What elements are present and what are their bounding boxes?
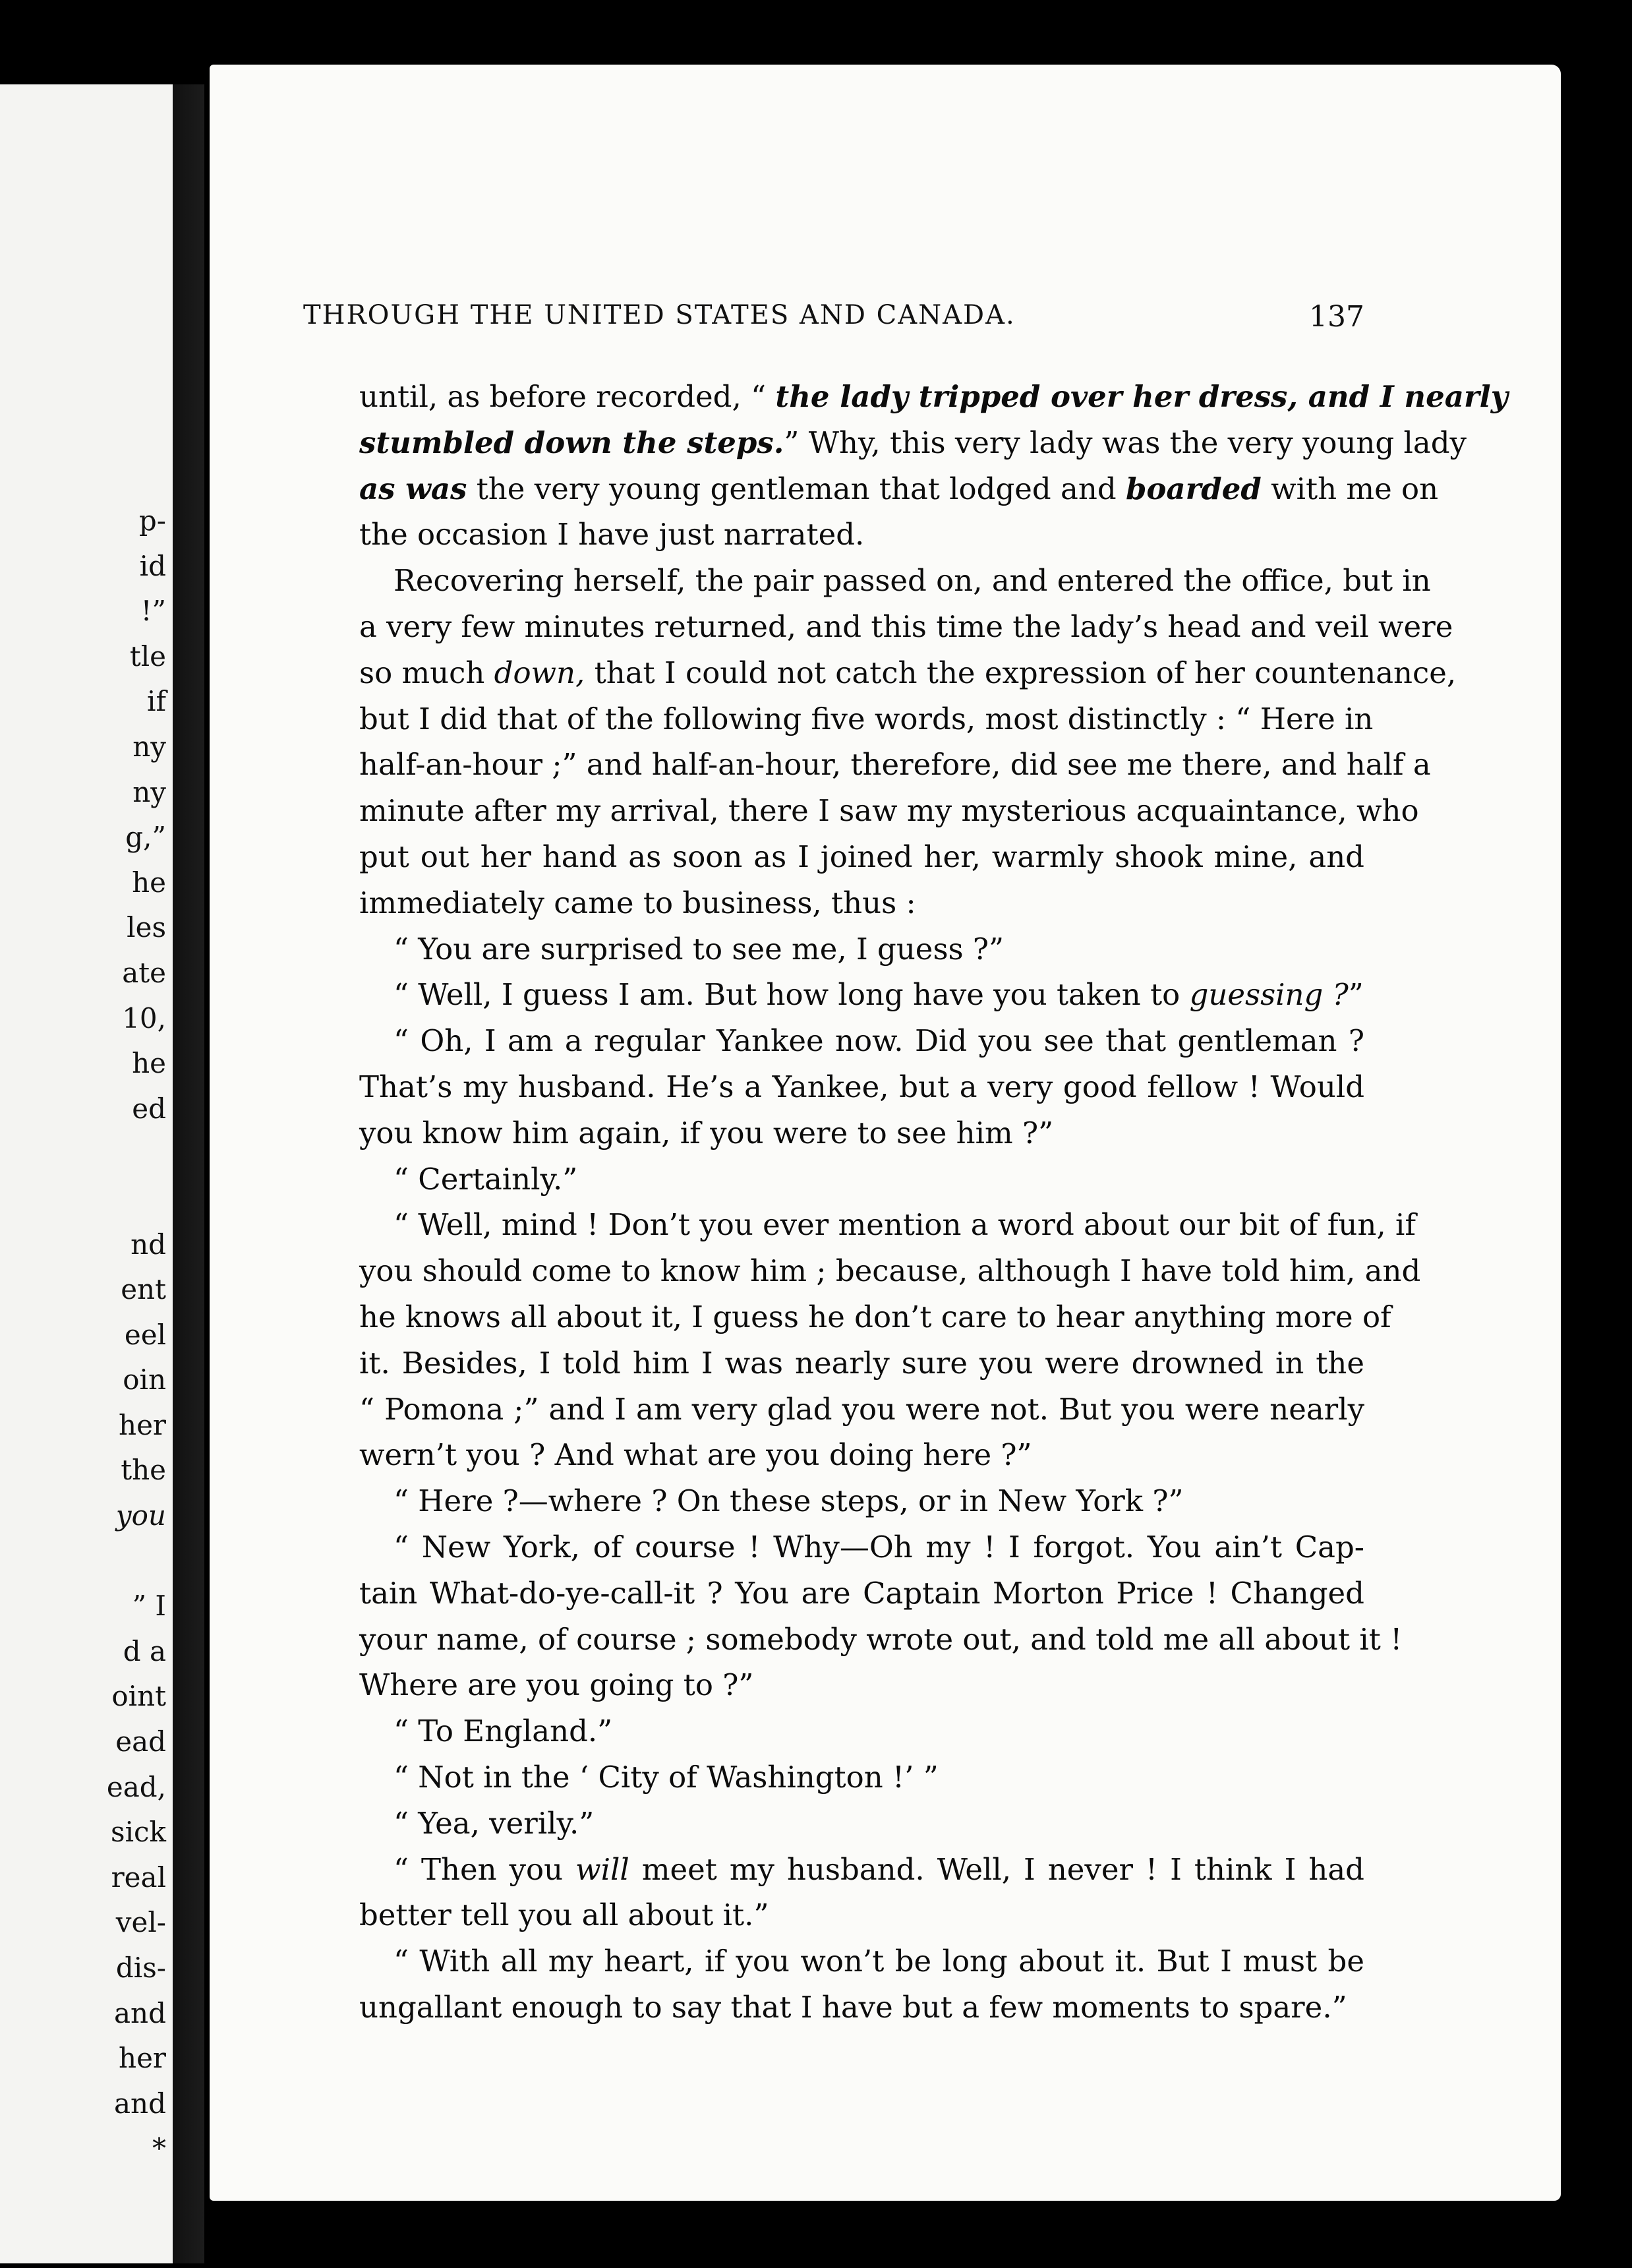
text-line: he knows all about it, I guess he don’t care to hear anything more of (359, 1299, 1391, 1334)
left-page-fragment-line: oint (111, 1680, 166, 1713)
left-page-fragment-line: vel- (115, 1906, 166, 1939)
left-page-fragment-line: id (139, 549, 166, 582)
text-line: put out her hand as soon as I joined her, warmly shook mine, and (359, 839, 1364, 874)
left-page-margin-text (0, 498, 166, 2172)
left-page-fragment-line: you (115, 1499, 166, 1532)
left-page-fragment-line: if (147, 685, 166, 718)
left-page-fragment-line: * (152, 2132, 166, 2165)
left-page-fragment-line (0, 1177, 166, 1222)
text-line: Where are you going to ?” (359, 1667, 754, 1703)
gutter-shadow (173, 84, 204, 2263)
text-line: “ You are surprised to see me, I guess ?” (393, 931, 1005, 967)
text-line: “ Certainly.” (393, 1161, 578, 1197)
text-line: minute after my arrival, there I saw my mysterious acquaintance, who (359, 793, 1419, 829)
text-line: “ Well, mind ! Don’t you ever mention a word about our bit of fun, if (393, 1207, 1416, 1243)
left-page-fragment-line: dis- (115, 1952, 166, 1984)
left-page-fragment-line: ny (132, 775, 166, 808)
left-page-fragment-line: eel (124, 1318, 166, 1351)
text-line: “ Pomona ;” and I am very glad you were not. But you were nearly (359, 1391, 1364, 1427)
text-line: “ Well, I guess I am. But how long have you taken to guessing ?” (393, 977, 1364, 1013)
text-line: “ New York, of course ! Why—Oh my ! I forgot. You ain’t Cap- (393, 1529, 1364, 1565)
text-line: tain What-do-ye-call-it ? You are Captain Morton Price ! Changed (359, 1575, 1364, 1611)
left-page-fragment-line: ate (122, 956, 166, 989)
text-line: “ To England.” (393, 1714, 613, 1749)
text-line: half-an-hour ;” and half-an-hour, therefore, did see me there, and half a (359, 747, 1431, 783)
page-body-text (359, 374, 1508, 2031)
text-line: but I did that of the following five words, most distinctly : “ Here in (359, 701, 1374, 736)
text-line: a very few minutes returned, and this time the lady’s head and veil were (359, 609, 1453, 644)
text-line: as was the very young gentleman that lodged and boarded with me on (359, 471, 1439, 506)
left-page-fragment-line: her (119, 2042, 166, 2075)
text-line: “ Not in the ‘ City of Washington !’ ” (393, 1759, 939, 1795)
left-page-fragment-line: sick (111, 1816, 166, 1849)
text-line: better tell you all about it.” (359, 1897, 769, 1933)
page-number: 137 (1309, 300, 1364, 334)
left-page-fragment-line: ed (132, 1092, 166, 1125)
text-line: That’s my husband. He’s a Yankee, but a very good fellow ! Would (359, 1069, 1364, 1104)
left-page-fragment-line: he (132, 866, 166, 899)
left-page-fragment-line: ny (132, 730, 166, 763)
text-line: immediately came to business, thus : (359, 885, 916, 920)
left-page (0, 84, 173, 2263)
left-page-fragment-line: her (119, 1408, 166, 1441)
text-line: “ Then you will meet my husband. Well, I never ! I think I had (393, 1851, 1364, 1887)
left-page-fragment-line (0, 1131, 166, 1177)
left-page-fragment-line: the (121, 1454, 166, 1487)
text-line: “ Oh, I am a regular Yankee now. Did you see that gentleman ? (393, 1023, 1364, 1059)
text-line: stumbled down the steps.” Why, this very lady was the very young lady (359, 425, 1467, 460)
text-line: “ Here ?—where ? On these steps, or in New York ?” (393, 1483, 1184, 1519)
left-page-fragment-line: ” I (132, 1590, 166, 1623)
running-header (303, 300, 1364, 340)
left-page-fragment-line: p- (138, 504, 166, 537)
text-line: you should come to know him ; because, although I have told him, and (359, 1253, 1421, 1289)
text-line: the occasion I have just narrated. (359, 517, 865, 552)
left-page-fragment-line: oin (123, 1363, 166, 1396)
left-page-fragment-line: 10, (122, 1001, 166, 1034)
text-line: until, as before recorded, “ the lady tripped over her dress, and I nearly (359, 379, 1508, 414)
running-header-title: THROUGH THE UNITED STATES AND CANADA. (303, 300, 1016, 330)
left-page-fragment-line: nd (131, 1228, 166, 1261)
text-line: so much down, that I could not catch the expression of her countenance, (359, 655, 1457, 690)
left-page-fragment-line: !” (140, 595, 166, 628)
text-line: wern’t you ? And what are you doing here ?” (359, 1437, 1032, 1473)
left-page-fragment-line: ent (121, 1273, 166, 1306)
text-line: your name, of course ; somebody wrote out, and told me all about it ! (359, 1621, 1403, 1657)
left-page-fragment-line: real (111, 1861, 166, 1894)
left-page-fragment-line: ead (115, 1725, 166, 1758)
left-page-fragment-line: les (127, 911, 166, 944)
left-page-fragment-line (0, 1539, 166, 1584)
text-line: Recovering herself, the pair passed on, and entered the office, but in (393, 563, 1431, 599)
text-line: “ Yea, verily.” (393, 1805, 595, 1841)
left-page-fragment-line: and (114, 1996, 166, 2029)
left-page-fragment-line: and (114, 2087, 166, 2120)
text-line: you know him again, if you were to see him ?” (359, 1115, 1054, 1150)
left-page-fragment-line: he (132, 1047, 166, 1080)
text-line: “ With all my heart, if you won’t be long about it. But I must be (393, 1944, 1364, 1979)
left-page-fragment-line: g,” (125, 821, 166, 854)
left-page-fragment-line: d a (123, 1634, 166, 1667)
left-page-fragment-line: ead, (106, 1770, 166, 1803)
left-page-fragment-line: tle (129, 640, 166, 672)
text-line: it. Besides, I told him I was nearly sure you were drowned in the (359, 1345, 1364, 1381)
text-line: ungallant enough to say that I have but a few moments to spare.” (359, 1989, 1347, 2025)
